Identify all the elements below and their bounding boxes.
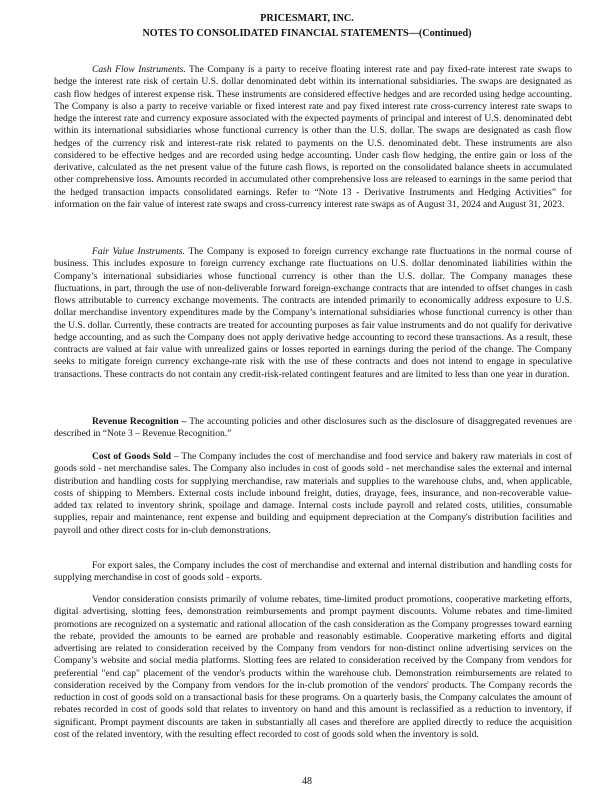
paragraph-lead: Cash Flow Instruments. (92, 64, 186, 75)
paragraph-text: The accounting policies and other disclosures such as the disclosure of disaggregated revenues are described in “Note 3 – Revenue Recognition.” (54, 416, 572, 440)
company-name: PRICESMART, INC. (260, 13, 354, 24)
paragraph-cash-flow-instruments (54, 64, 572, 211)
paragraph-export-sales (54, 560, 572, 585)
paragraph-text: The Company is exposed to foreign currency exchange rate fluctuations in the normal course of business. This includes exposure to foreign currency exchange rate fluctuations on U.S. dollar denominated liabilities within the Company’s international subsidiaries whose functional currency is other than the U.S. dollar. The Company manages these fluctuations, in part, through the use of non-deliverable forward foreign-exchange contracts that are intended to offset changes in cash flows attributable to currency exchange movements. The contracts are intended primarily to economically address exposure to U.S. dollar merchandise inventory expenditures made by the Company’s international subsidiaries whose functional currency is other than the U.S. dollar. Currently, these contracts are treated for accounting purposes as fair value instruments and do not qualify for derivative hedge accounting, and as such the Company does not apply derivative hedge accounting to record these transactions. As a result, these contracts are valued at fair value with unrealized gains or losses reported in earnings during the period of the change. The Company seeks to mitigate foreign currency exchange-rate risk with the use of these contracts and does not intend to engage in speculative transactions. These contracts do not contain any credit-risk-related contingent features and are limited to less than one year in duration. (54, 246, 572, 380)
paragraph-text: The Company is a party to receive floating interest rate and pay fixed-rate interest rate swaps to hedge the interest rate risk of certain U.S. dollar denominated debt within its international subsidiaries. The swaps are designated as cash flow hedges of interest expense risk. These instruments are considered effective hedges and are recorded using hedge accounting. The Company is also a party to receive variable or fixed interest rate and pay fixed interest rate cross-currency interest rate swaps to hedge the interest rate and currency exposure associated with the expected payments of principal and interest of U.S. denominated debt within its international subsidiaries whose functional currency is other than the U.S. dollar. The swaps are designated as cash flow hedges of the currency risk and interest-rate risk related to payments on the U.S. denominated debt. These instruments are also considered to be effective hedges and are recorded using hedge accounting. Under cash flow hedging, the entire gain or loss of the derivative, calculated as the net present value of the future cash flows, is reported on the consolidated balance sheets in accumulated other comprehensive loss. Amounts recorded in accumulated other comprehensive loss are released to earnings in the same period that the hedged transaction impacts consolidated earnings. Refer to “Note 13 - Derivative Instruments and Hedging Activities” for information on the fair value of interest rate swaps and cross-currency interest rate swaps as of August 31, 2024 and August 31, 2023. (54, 64, 573, 210)
paragraph-fair-value-instruments (54, 246, 572, 381)
paragraph-lead: Fair Value Instruments. (92, 246, 185, 257)
page-title: NOTES TO CONSOLIDATED FINANCIAL STATEMENTS—(Continued) (142, 28, 472, 39)
paragraph-revenue-recognition (54, 416, 572, 441)
paragraph-vendor-consideration (54, 594, 572, 741)
paragraph-text: Vendor consideration consists primarily of volume rebates, time-limited product promotions, cooperative marketing efforts, digital advertising, slotting fees, demonstration reimbursements and prompt payment discounts. Volume rebates and time-limited promotions are recognized on a systematic and rational allocation of the cash consideration as the Company progresses toward earning the rebate, provided the amounts to be earned are probable and reasonably estimable. Cooperative marketing efforts and digital advertising are related to consideration received by the Company from vendors for non-distinct online advertising services on the Company’s website and social media platforms. Slotting fees are related to consideration received by the Company from vendors for preferential "end cap" placement of the vendor's products within the warehouse club. Demonstration reimbursements are related to consideration received by the Company from vendors for the in-club promotion of the vendors' products. The Company records the reduction in cost of goods sold on a transactional basis for these programs. On a quarterly basis, the Company calculates the amount of rebates recorded in cost of goods sold that relates to inventory on hand and this amount is reclassified as a reduction to inventory, if significant. Prompt payment discounts are taken in substantially all cases and therefore are applied directly to reduce the acquisition cost of the related inventory, with the resulting effect recorded to cost of goods sold when the inventory is sold. (54, 594, 572, 740)
paragraph-text: – The Company includes the cost of merchandise and food service and bakery raw materials in cost of goods sold - net merchandise sales. The Company also includes in cost of goods sold - net merchandise sales the external and internal distribution and handling costs for supplying merchandise, raw materials and supplies to the warehouse clubs, and, when applicable, costs of shipping to Members. External costs include inbound freight, duties, drayage, fees, insurance, and non-recoverable value-added tax related to inventory shrink, spoilage and damage. Internal costs include payroll and related costs, utilities, consumable supplies, repair and maintenance, rent expense and building and equipment depreciation at the Company's distribution facilities and payroll and other direct costs for in-club demonstrations. (54, 451, 573, 536)
paragraph-lead: Cost of Goods Sold (92, 451, 172, 462)
page-number: 48 (302, 776, 312, 787)
paragraph-lead: Revenue Recognition – (92, 416, 187, 427)
paragraph-cost-of-goods-sold (54, 451, 572, 537)
paragraph-text: For export sales, the Company includes the cost of merchandise and external and internal distribution and handling costs for supplying merchandise in cost of goods sold - exports. (54, 560, 572, 584)
